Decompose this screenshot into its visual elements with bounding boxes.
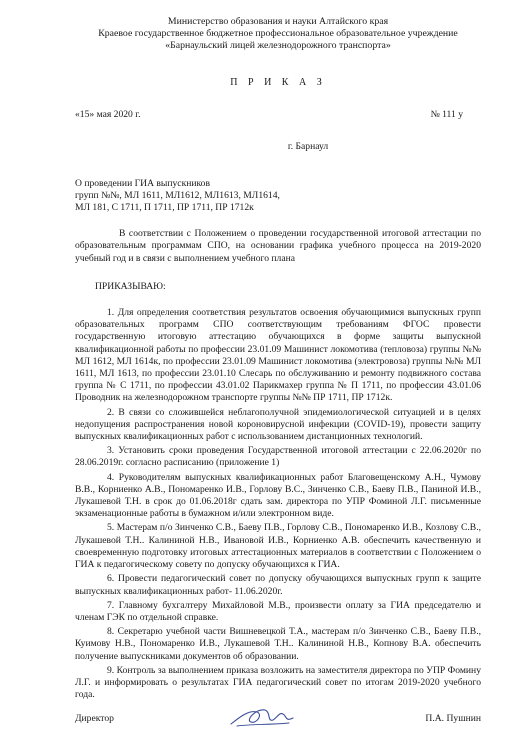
order-items	[75, 307, 481, 701]
subject-line: МЛ 181, С 1711, П 1711, ПР 1711, ПР 1712к	[75, 202, 254, 214]
order-item: 9. Контроль за выполнением приказа возложить на заместителя директора по УПР Фомину Л.Г. и информировать о результатах ГИА педагогический совет по итогам 2019-2020 учебного года.	[75, 664, 481, 701]
order-number: № 111 у	[430, 109, 463, 121]
order-item: 4. Руководителям выпускных квалификационных работ Благовещенскому А.Н., Чумову В.В., Корниенко А.В., Пономаренко И.В., Горлову В.С., Зинченко С.В., Баеву П.В., Паниной И.В., Лукашевой Т.Н. в срок до 01.06.2018г сдать зам. директора по УПР Фоминой Л.Г. письменные экзаменационные работы в бумажном и/или электронном виде.	[75, 471, 481, 520]
subject-line: групп №№, МЛ 1611, МЛ1612, МЛ1613, МЛ1614,	[75, 189, 280, 201]
document-title: П Р И К А З	[230, 77, 326, 88]
order-item: 7. Главному бухгалтеру Михайловой М.В., произвести оплату за ГИА председателю и членам ГЭК по отдельной справке.	[75, 599, 481, 623]
order-item: 6. Провести педагогический совет по допуску обучающихся выпускных групп к защите выпускных квалификационных работ- 11.06.2020г.	[75, 573, 481, 597]
order-item: 5. Мастерам п/о Зинченко С.В., Баеву П.В., Горлову С.В., Пономаренко И.В., Козлову С.В., Лукашевой Т.Н.. Калининой Н.В., Ивановой И.В., Корниенко А.В. обеспечить качественную и своевременную подготовку итоговых аттестационных материалов в соответствии с Положением о ГИА к педагогическому совету по допуску обучающихся к ГИА.	[75, 522, 481, 571]
order-item: 3. Установить сроки проведения Государственной итоговой аттестации с 22.06.2020г по 28.06.2019г. согласно расписанию (приложение 1)	[75, 445, 481, 469]
date-number-row	[75, 109, 481, 121]
subject-line: О проведении ГИА выпускников	[75, 177, 210, 189]
order-subject	[75, 178, 481, 215]
order-date: «15» мая 2020 г.	[75, 109, 141, 121]
order-item: 8. Секретарю учебной части Вишневецкой Т.А., мастерам п/о Зинченко С.В., Баеву П.В., Куимову Н.В., Пономаренко И.В., Лукашевой Т.Н.. Калининой Н.В., Копнову В.А. обеспечить получение выпускниками документов об образовании.	[75, 626, 481, 662]
decree-word: ПРИКАЗЫВАЮ:	[95, 280, 166, 292]
signatory-name: П.А. Пушнин	[425, 713, 481, 724]
signature-block	[75, 713, 481, 725]
institution-name: «Барнаульский лицей железнодорожного транспорта»	[165, 40, 391, 51]
institution-line: Краевое государственное бюджетное профессиональное образовательное учреждение	[98, 28, 458, 39]
ministry-line: Министерство образования и науки Алтайского края	[167, 16, 389, 27]
order-item: 2. В связи со сложившейся неблагополучной эпидемиологической ситуацией и в целях недопущения распространения новой короновирусной инфекции (COVID-19), провести защиту выпускных квалификационных работ с использованием дистанционных технологий.	[75, 406, 481, 443]
basis-paragraph: В соответствии с Положением о проведении государственной итоговой аттестации по образовательным программам СПО, на основании графика учебного процесса на 2019-2020 учебный год и в связи с выполнением учебного плана	[75, 228, 481, 264]
order-item: 1. Для определения соответствия результатов освоения обучающимися выпускных групп образовательных программ СПО соответствующим требованиям ФГОС провести государственную итоговую аттестацию обучающихся в форме защиты выпускной квалификационной работы по профессии 23.01.09 Машинист локомотива (тепловоза) группы №№ МЛ 1612, МЛ 1614к, по профессии 23.01.09 Машинист локомотива (электровоза) группы №№ МЛ 1611, МЛ 1613, по профессии 23.01.10 Слесарь по обслуживанию и ремонту подвижного состава группа № С 1711, по профессии 43.01.02 Парикмахер группа № П 1711, по профессии 43.01.06 Проводник на железнодорожном транспорте группы №№ ПР 1711, ПР 1712к.	[75, 307, 481, 404]
city: г. Барнаул	[287, 141, 329, 153]
signatory-role: Директор	[75, 713, 114, 724]
